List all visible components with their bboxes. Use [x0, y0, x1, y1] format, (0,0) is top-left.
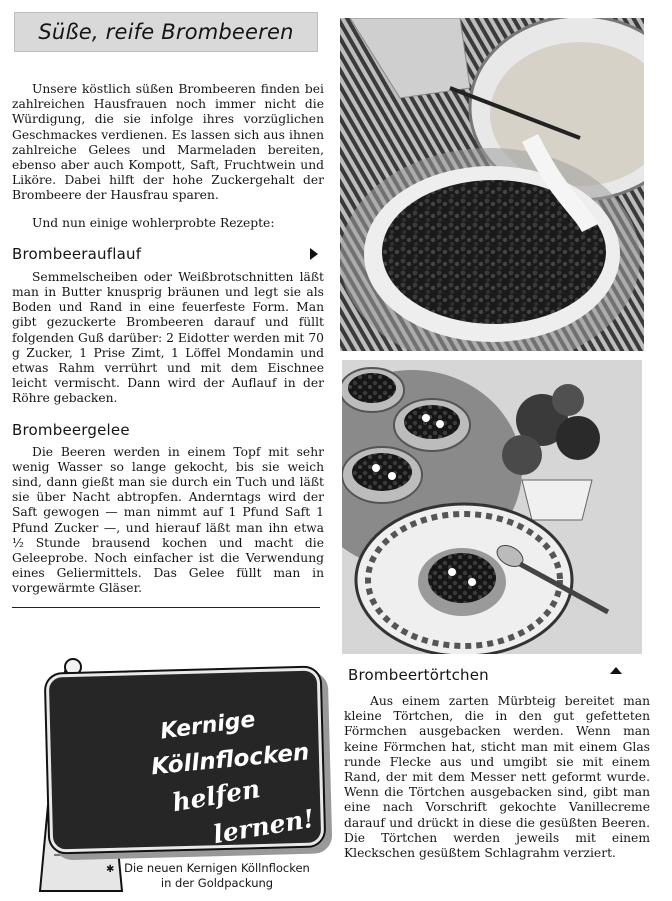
left-column [12, 12, 324, 608]
koellnflocken-advert [18, 655, 328, 895]
photo-auflauf-image [340, 18, 644, 351]
advert-caption-line1: Die neuen Kernigen Köllnflocken [124, 861, 310, 875]
advert-caption-line2: in der Goldpackung [160, 876, 274, 890]
advert-caption [106, 861, 328, 891]
photo-toertchen-image [342, 360, 642, 654]
arrow-up-icon [610, 667, 622, 674]
article-title: Süße, reife Brombeeren [38, 20, 294, 44]
photo-auflauf [340, 18, 644, 351]
recipe-heading-toertchen-label: Brombeertörtchen [348, 666, 489, 684]
recipe-heading-gelee-label: Brombeergelee [12, 420, 130, 439]
advert-word-lernen: lernen! [211, 803, 317, 850]
intro-paragraph: Unsere köstlich süßen Brombeeren finden bei zahlreichen Hausfrauen noch immer nicht die Würdigung, die sie infolge ihres vorzüglichen Geschmackes verdienen. Es lassen sich aus ihnen zahlreiche Gelees und Marmeladen bereiten, ebenso aber auch Kompott, Saft, Fruchtwein und Liköre. Dabei hilft der hohe Zuckergehalt der Brombeere der Hausfrau sparen. [12, 82, 324, 203]
recipe-heading-toertchen [348, 666, 622, 684]
recipe-heading-auflauf [12, 245, 324, 263]
advert-sign [46, 667, 325, 852]
advert-word-helfen: helfen [170, 774, 263, 818]
advert-word-kernige: Kernige [158, 707, 257, 745]
advert-word-koellnflocken: Köllnflocken [150, 739, 311, 781]
title-banner [14, 12, 318, 52]
recipe-text-gelee: Die Beeren werden in einem Topf mit sehr wenig Wasser so lange gekocht, bis sie weich sind, dann gießt man sie durch ein Tuch und läßt sie über Nacht abtropfen. Anderntags wird der Saft gewogen — man nimmt auf 1 Pfund Saft 1 Pfund Zucker —, und hierauf läßt man ihn etwa ½ Stunde brausend kochen und macht die Geleeprobe. Noch einfacher ist die Verwendung eines Geliermittels. Das Gelee füllt man in vorgewärmte Gläser. [12, 444, 324, 596]
recipe-text-toertchen: Aus einem zarten Mürbteig bereitet man kleine Törtchen, die in den gut gefetteten Förmchen ausgebacken werden. Wenn man keine Förmchen hat, sticht man mit einem Glas runde Flecke aus und umgibt sie mit einem Rand, der mit dem Messer nett geformt wurde. Wenn die Törtchen ausgebacken sind, gibt man eine nach Vorschrift gekochte Vanillecreme darauf und drückt in diese die gesüßten Beeren. Die Törtchen werden jeweils mit einem Kleckschen gesüßtem Schlagrahm verziert. [344, 694, 650, 861]
recipe-heading-gelee [12, 421, 324, 439]
photo-toertchen [342, 360, 642, 654]
right-column [340, 12, 660, 861]
recipe-text-auflauf: Semmelscheiben oder Weißbrotschnitten läßt man in Butter knusprig bräunen und legt sie als Boden und Rand in eine feuerfeste Form. Man gibt gezuckerte Brombeeren darauf und füllt folgenden Guß darüber: 2 Eidotter werden mit 70 g Zucker, 1 Prise Zimt, 1 Löffel Mondamin und etwas Rahm verrührt und mit dem Eischnee leicht vermischt. Dann wird der Auflauf in der Röhre gebacken. [12, 269, 324, 406]
recipes-lead-in: Und nun einige wohlerprobte Rezepte: [32, 215, 275, 230]
star-icon: ✱ [106, 864, 115, 875]
arrow-right-icon [310, 248, 318, 260]
recipe-heading-auflauf-label: Brombeerauflauf [12, 244, 142, 263]
column-divider [12, 607, 320, 608]
